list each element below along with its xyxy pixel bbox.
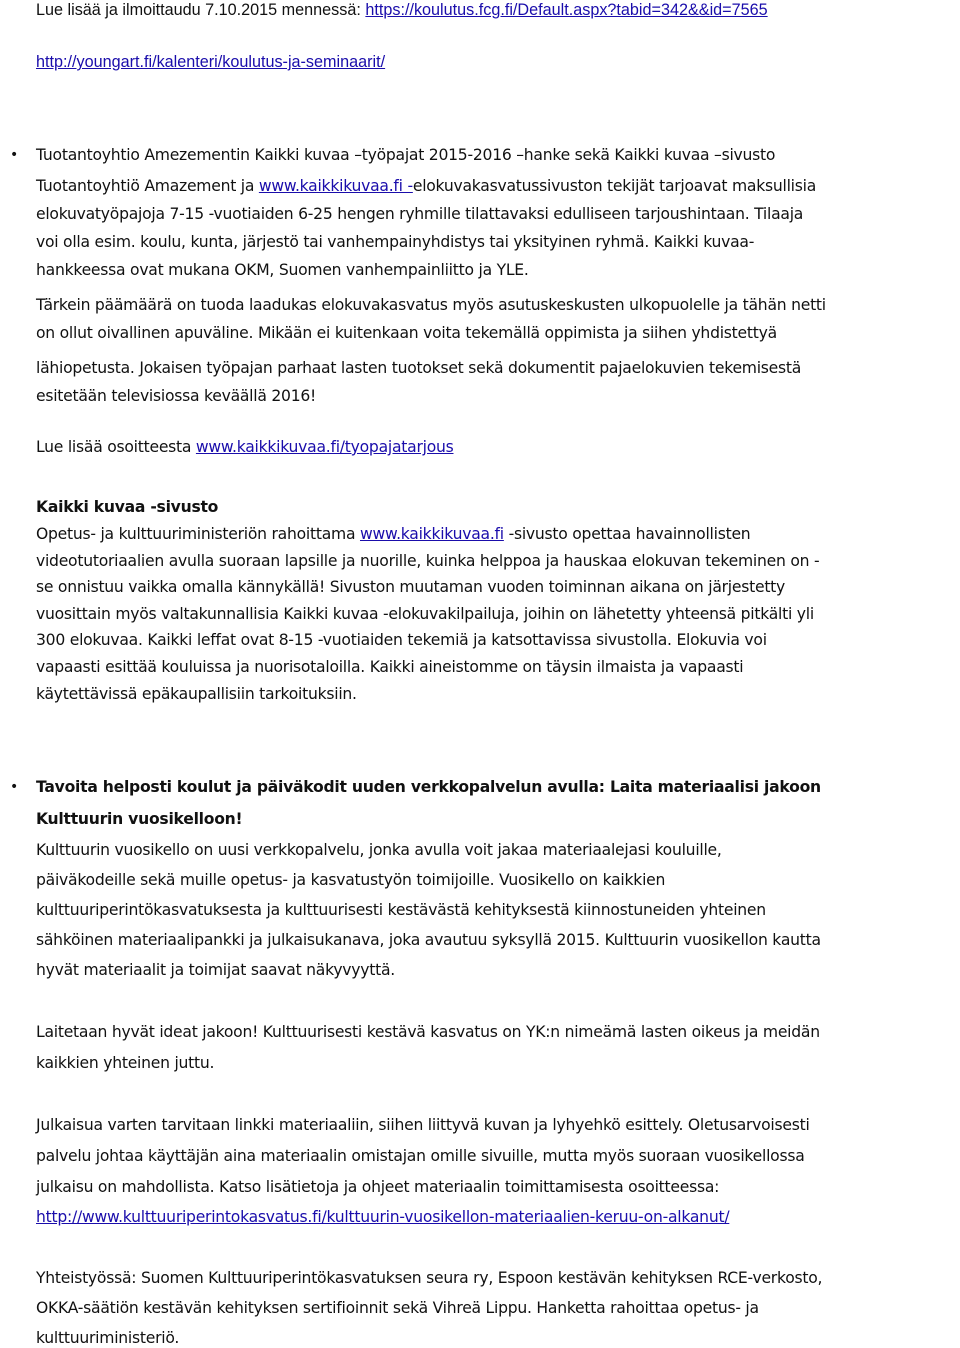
registration-text: Lue lisää ja ilmoittaudu 7.10.2015 mennessä: [36, 1, 366, 19]
vuosikello-line-4: sähköinen materiaalipankki ja julkaisukanava, joka avautuu syksyllä 2015. Kulttuurin vuosikellon kautta [36, 931, 821, 949]
vuosikello-line-5: hyvät materiaalit ja toimijat saavat näkyvyyttä. [36, 961, 395, 979]
site-line-6: vapaasti esittää kouluissa ja nuorisotaloilla. Kaikki aineistomme on täysin ilmaista ja vapaasti [36, 658, 744, 676]
registration-line [36, 0, 768, 20]
section1-line-6: on ollut oivallinen apuväline. Mikään ei kuitenkaan voita tekemällä oppimista ja siihen yhdistettyä [36, 324, 777, 342]
cooperation-line-2: OKKA-säätiön kestävän kehityksen sertifioinnit sekä Vihreä Lippu. Hanketta rahoittaa opetus- ja [36, 1299, 759, 1317]
youngart-link[interactable]: http://youngart.fi/kalenteri/koulutus-ja-seminaarit/ [36, 53, 386, 71]
cooperation-line-3: kulttuuriministeriö. [36, 1329, 180, 1347]
publish-line-2: palvelu johtaa käyttäjän aina materiaalin omistajan omille sivuille, mutta myös suoraan vuosikellossa [36, 1147, 805, 1165]
section1-line-1 [36, 176, 816, 196]
read-more-line [36, 437, 454, 457]
bullet-1: • [10, 147, 19, 163]
site-line-4: vuosittain myös valtakunnallisia Kaikki kuvaa -elokuvakilpailuja, joihin on lähetetty yhteensä pitkälti yli [36, 605, 814, 623]
section2-title-1: Tavoita helposti koulut ja päiväkodit uuden verkkopalvelun avulla: Laita materiaalisi jakoon [36, 778, 821, 796]
kaikki-kuvaa-subtitle: Kaikki kuvaa -sivusto [36, 498, 219, 516]
kulttuuriperintokasvatus-link[interactable]: http://www.kulttuuriperintokasvatus.fi/kulttuurin-vuosikellon-materiaalien-keruu-on-alkanut/ [36, 1208, 730, 1226]
section1-line-4: hankkeessa ovat mukana OKM, Suomen vanhempainliitto ja YLE. [36, 261, 529, 279]
section2-title-2: Kulttuurin vuosikelloon! [36, 810, 243, 828]
registration-link[interactable]: https://koulutus.fcg.fi/Default.aspx?tabid=342&&id=7565 [365, 1, 768, 19]
publish-line-4 [36, 1207, 729, 1227]
read-more-text: Lue lisää osoitteesta [36, 438, 196, 456]
publish-line-3: julkaisu on mahdollista. Katso lisätietoja ja ohjeet materiaalin toimittamisesta osoitteessa: [36, 1178, 720, 1196]
site-line-3: se onnistuu vaikka omalla kännykällä! Sivuston muutaman vuoden toiminnan aikana on järjestetty [36, 578, 786, 596]
bullet-2: • [10, 779, 19, 795]
kaikkikuvaa-link[interactable]: www.kaikkikuvaa.fi - [258, 177, 413, 195]
ideas-line-2: kaikkien yhteinen juttu. [36, 1054, 215, 1072]
vuosikello-line-1: Kulttuurin vuosikello on uusi verkkopalvelu, jonka avulla voit jakaa materiaalejasi kouluille, [36, 841, 722, 859]
section1-title: Tuotantoyhtio Amezementin Kaikki kuvaa –työpajat 2015-2016 –hanke sekä Kaikki kuvaa –sivusto [36, 146, 776, 164]
site-line-2: videotutoriaalien avulla suoraan lapsille ja nuorille, kuinka helppoa ja hauskaa elokuvan tekeminen on - [36, 552, 820, 570]
cooperation-line-1: Yhteistyössä: Suomen Kulttuuriperintökasvatuksen seura ry, Espoon kestävän kehityksen RCE-verkosto, [36, 1269, 823, 1287]
site-line-1 [36, 524, 750, 544]
youngart-line [36, 52, 385, 72]
section1-line-8: esitetään televisiossa keväällä 2016! [36, 387, 317, 405]
ideas-line-1: Laitetaan hyvät ideat jakoon! Kulttuurisesti kestävä kasvatus on YK:n nimeämä lasten oikeus ja meidän [36, 1023, 820, 1041]
site-line-1-rest: -sivusto opettaa havainnollisten [503, 525, 751, 543]
site-line-7: käytettävissä epäkaupallisiin tarkoituksiin. [36, 685, 357, 703]
site-line-1-text: Opetus- ja kulttuuriministeriön rahoittama [36, 525, 360, 543]
section1-line-3: voi olla esim. koulu, kunta, järjestö tai vanhempainyhdistys tai yksityinen ryhmä. Kaikki kuvaa- [36, 233, 755, 251]
section1-line-1-text: Tuotantoyhtiö Amazement ja [36, 177, 259, 195]
kaikkikuvaa-site-link[interactable]: www.kaikkikuvaa.fi [359, 525, 504, 543]
tyopajatarjous-link[interactable]: www.kaikkikuvaa.fi/tyopajatarjous [195, 438, 454, 456]
vuosikello-line-3: kulttuuriperintökasvatuksesta ja kulttuurisesti kestävästä kehityksestä kiinnostuneiden yhteinen [36, 901, 766, 919]
publish-line-1: Julkaisua varten tarvitaan linkki materiaaliin, siihen liittyvä kuvan ja lyhyehkö esittely. Oletusarvoisesti [36, 1116, 810, 1134]
section1-line-1-rest: elokuvakasvatussivuston tekijät tarjoavat maksullisia [412, 177, 816, 195]
section1-line-7: lähiopetusta. Jokaisen työpajan parhaat lasten tuotokset sekä dokumentit pajaelokuvien tekemisestä [36, 359, 802, 377]
section1-line-5: Tärkein päämäärä on tuoda laadukas elokuvakasvatus myös asutuskeskusten ulkopuolelle ja tähän netti [36, 296, 826, 314]
section1-line-2: elokuvatyöpajoja 7-15 -vuotiaiden 6-25 hengen ryhmille tilattavaksi edulliseen tarjoushintaan. Tilaaja [36, 205, 804, 223]
vuosikello-line-2: päiväkodeille sekä muille opetus- ja kasvatustyön toimijoille. Vuosikello on kaikkien [36, 871, 666, 889]
site-line-5: 300 elokuvaa. Kaikki leffat ovat 8-15 -vuotiaiden tekemiä ja katsottavissa sivustolla. Elokuvia voi [36, 631, 767, 649]
